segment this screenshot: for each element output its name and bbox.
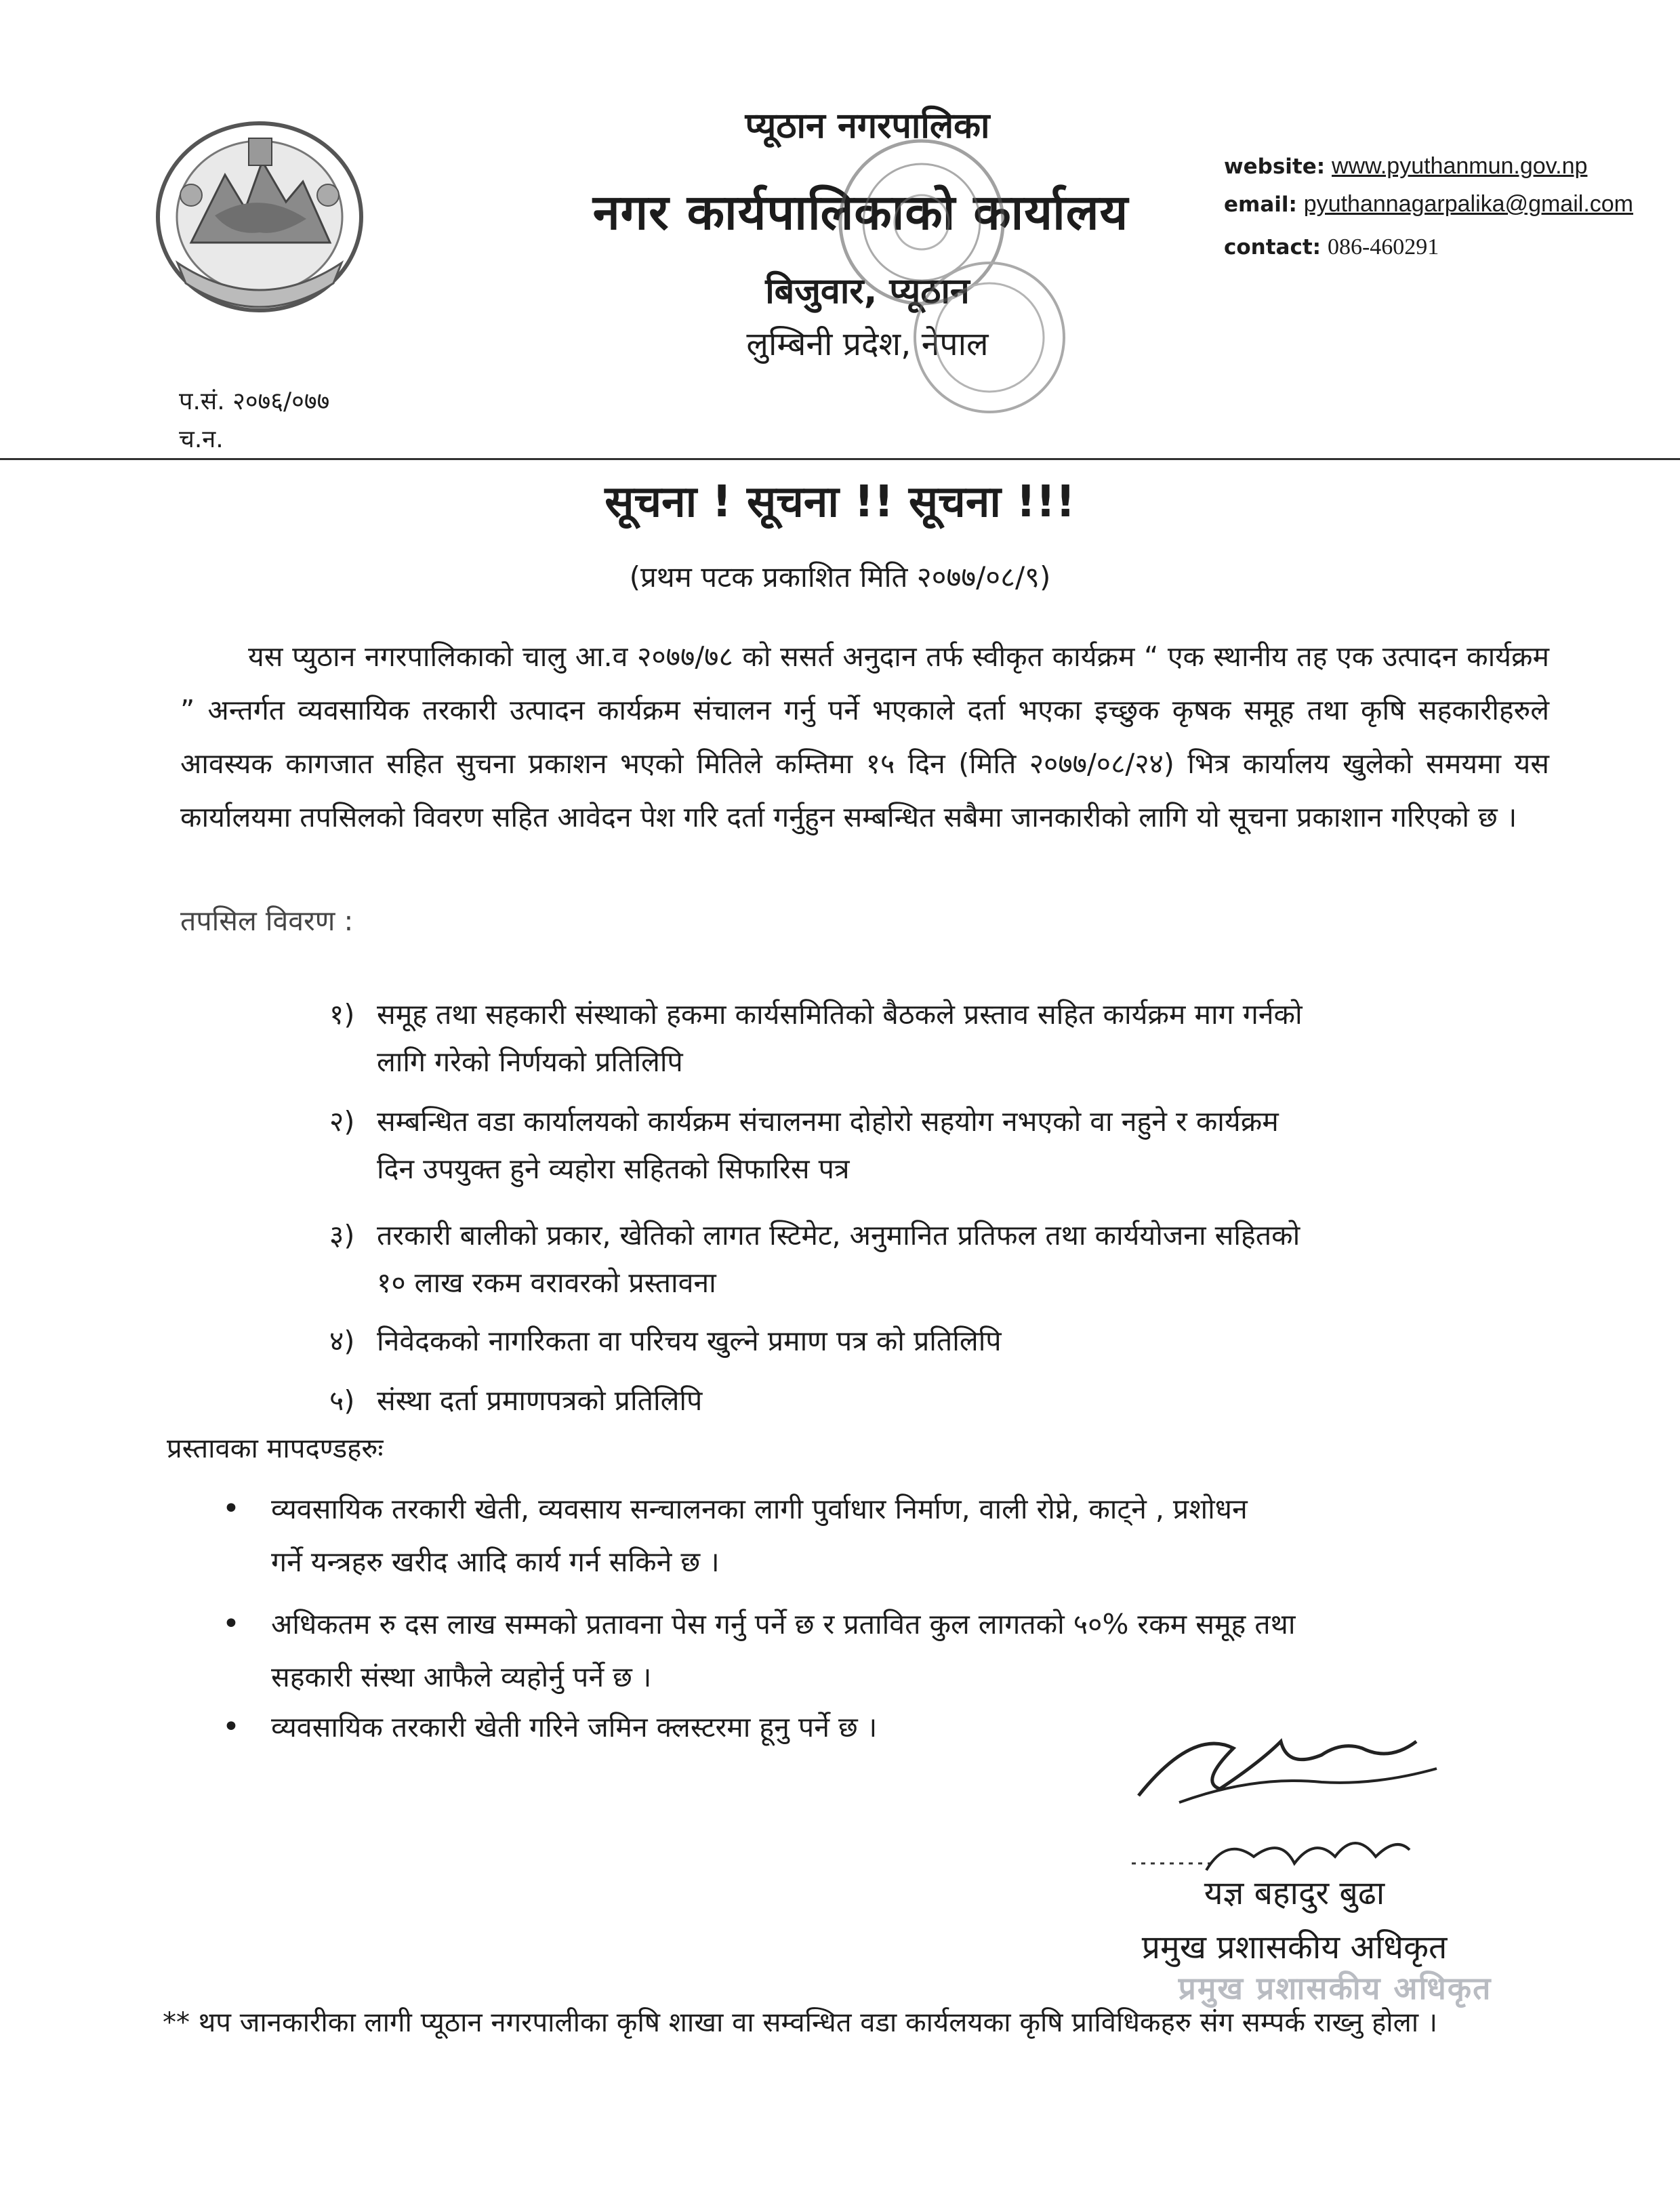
item-text-cont: लागि गरेको निर्णयको प्रतिलिपि [377, 1046, 683, 1078]
list-item [329, 1377, 1549, 1424]
bullet-dot-icon: • [222, 1607, 240, 1641]
publication-date: (प्रथम पटक प्रकाशित मिति २०७७/०८/९) [629, 560, 1051, 594]
criteria-heading: प्रस्तावका मापदण्डहरुः [167, 1433, 384, 1464]
nepal-emblem-icon [150, 114, 369, 314]
criteria-text: व्यवसायिक तरकारी खेती गरिने जमिन क्लस्टरमा हूनु पर्ने छ । [271, 1711, 878, 1743]
list-item [329, 1098, 1549, 1193]
item-number: ५) [329, 1384, 355, 1417]
municipality-name: प्यूठान नगरपालिका [745, 106, 990, 146]
criteria-text: अधिकतम रु दस लाख सम्मको प्रतावना पेस गर्नु पर्ने छ र प्रतावित कुल लागतको ५०% रकम समूह तथा [271, 1608, 1296, 1640]
website-line [1224, 153, 1587, 180]
item-text-cont: १० लाख रकम वरावरको प्रस्तावना [377, 1266, 716, 1299]
item-number: २) [329, 1105, 355, 1138]
list-item [329, 991, 1549, 1086]
chalani-number: च.न. [179, 426, 224, 453]
bullet-dot-icon: • [222, 1491, 240, 1526]
province-country: लुम्बिनी प्रदेश, नेपाल [746, 325, 989, 363]
list-item [329, 1212, 1549, 1306]
office-address: बिजुवार, प्यूठान [765, 271, 970, 312]
item-text: तरकारी बालीको प्रकार, खेतिको लागत स्टिमेट, अनुमानित प्रतिफल तथा कार्ययोजना सहितको [377, 1219, 1300, 1252]
criteria-item [222, 1598, 1559, 1704]
details-heading: तपसिल विवरण : [180, 905, 354, 937]
item-text: सम्बन्धित वडा कार्यालयको कार्यक्रम संचालनमा दोहोरो सहयोग नभएको वा नहुने र कार्यक्रम [377, 1105, 1279, 1138]
notice-title: सूचना ! सूचना !! सूचना !!! [605, 477, 1075, 527]
header-divider [0, 458, 1680, 460]
list-item [329, 1317, 1549, 1365]
email-line [1224, 191, 1633, 218]
website-link[interactable]: www.pyuthanmun.gov.np [1332, 153, 1588, 179]
item-number: ३) [329, 1219, 355, 1252]
contact-line [1224, 234, 1439, 260]
bullet-dot-icon: • [222, 1710, 240, 1744]
notice-body-text: यस प्युठान नगरपालिकाको चालु आ.व २०७७/७८ को ससर्त अनुदान तर्फ स्वीकृत कार्यक्रम “ एक स्थानीय तह एक उत्पादन कार्यक्रम ” अन्तर्गत व्यवसायिक तरकारी उत्पादन कार्यक्रम संचालन गर्नु पर्ने भएकाले दर्ता भएका इच्छुक कृषक समूह तथा कृषि सहकारीहरुले आवस्यक कागजात सहित सुचना प्रकाशन भएको मितिले कम्तिमा १५ दिन (मिति २०७७/०८/२४) भित्र कार्यालय खुलेको समयमा यस कार्यालयमा तपसिलको विवरण सहित आवेदन पेश गरि दर्ता गर्नुहुन सम्बन्धित सबैमा जानकारीको लागि यो सूचना प्रकाशान गरिएको छ । [180, 640, 1549, 833]
item-text: संस्था दर्ता प्रमाणपत्रको प्रतिलिपि [377, 1384, 703, 1417]
criteria-item [222, 1483, 1559, 1588]
office-name: नगर कार्यपालिकाको कार्यालय [592, 184, 1129, 241]
item-number: १) [329, 998, 355, 1031]
signatory-name: यज्ञ बहादुर बुढा [1204, 1874, 1385, 1912]
item-text-cont: दिन उपयुक्त हुने व्यहोरा सहितको सिफारिस पत्र [377, 1153, 850, 1185]
signatory-title: प्रमुख प्रशासकीय अधिकृत [1141, 1928, 1448, 1966]
designation-stamp: प्रमुख प्रशासकीय अधिकृत [1178, 1970, 1492, 2006]
contact-label: contact: [1224, 235, 1322, 260]
contact-phone: 086-460291 [1327, 234, 1439, 260]
email-label: email: [1224, 192, 1297, 217]
criteria-text-cont: सहकारी संस्था आफैले व्यहोर्नु पर्ने छ । [271, 1661, 652, 1693]
item-text: निवेदकको नागरिकता वा परिचय खुल्ने प्रमाण पत्र को प्रतिलिपि [377, 1325, 1002, 1357]
notice-body [180, 630, 1549, 844]
footnote: ** थप जानकारीका लागी प्यूठान नगरपालीका कृषि शाखा वा सम्वन्धित वडा कार्यलयका कृषि प्राविधिकहरु संग सम्पर्क राख्नु होला । [163, 2007, 1438, 2038]
criteria-text-cont: गर्ने यन्त्रहरु खरीद आदि कार्य गर्न सकिने छ । [271, 1546, 720, 1578]
email-link[interactable]: pyuthannagarpalika@gmail.com [1303, 191, 1633, 217]
office-round-stamp-icon [766, 121, 1118, 419]
item-number: ४) [329, 1325, 355, 1357]
website-label: website: [1224, 154, 1326, 179]
patra-sankhya: प.सं. २०७६/०७७ [179, 388, 330, 415]
item-text: समूह तथा सहकारी संस्थाको हकमा कार्यसमितिको बैठकले प्रस्ताव सहित कार्यक्रम माग गर्नको [377, 998, 1303, 1031]
handwritten-signature-icon [1118, 1701, 1498, 1877]
criteria-text: व्यवसायिक तरकारी खेती, व्यवसाय सन्चालनका लागी पुर्वाधार निर्माण, वाली रोप्ने, काट्ने , प्रशोधन [271, 1493, 1248, 1525]
